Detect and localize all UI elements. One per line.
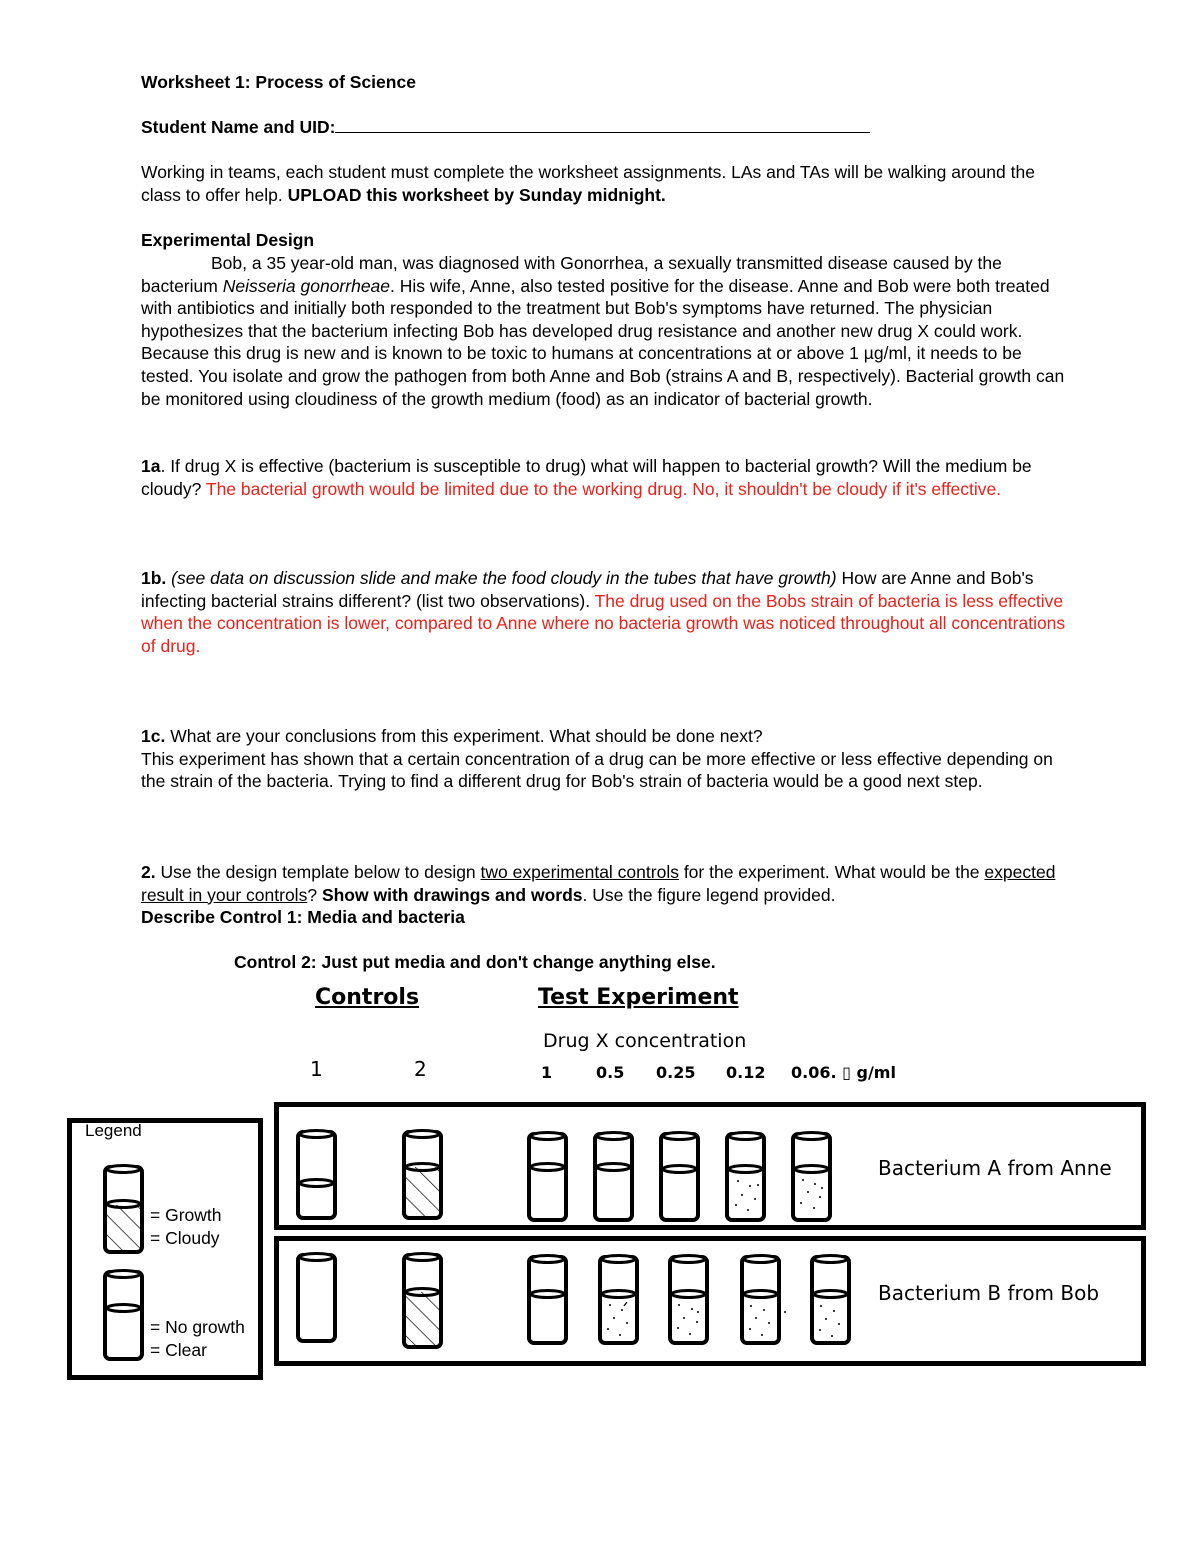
row-a-label: Bacterium A from Anne xyxy=(878,1156,1112,1180)
q2-text-1: Use the design template below to design xyxy=(155,862,481,882)
legend-clear-text: = Clear xyxy=(150,1339,207,1360)
q2-text-2: for the experiment. What would be the xyxy=(678,862,985,882)
q1c-question: What are your conclusions from this experiment. What should be done next? xyxy=(165,726,763,746)
control-1-description: Describe Control 1: Media and bacteria xyxy=(141,907,465,928)
q1a-answer: The bacterial growth would be limited due to the working drug. No, it shouldn't be cloudy if it's effective. xyxy=(205,478,1002,499)
legend-growth-text: = Growth xyxy=(150,1205,222,1225)
q2-bold: Show with drawings and words xyxy=(321,884,583,905)
q1b-question: How are Anne and Bob's infecting bacterial strains different? (list two observations). xyxy=(141,568,1034,611)
design-text-1: Bob, a 35 year-old man, was diagnosed with Gonorrhea, a sexually transmitted disease caused by the bacterium xyxy=(141,253,1002,296)
q2-text-4: . Use the figure legend provided. xyxy=(582,884,836,905)
q2-underline-1: two experimental controls xyxy=(480,862,679,882)
legend-nogrowth-text: = No growth xyxy=(150,1317,245,1337)
student-name-row xyxy=(141,116,1071,139)
control-number-2: 2 xyxy=(414,1057,427,1081)
q2-underline-2: expected result in your controls xyxy=(141,862,1056,905)
concentration-label: 0.25 xyxy=(656,1063,696,1082)
q1c-number: 1c. xyxy=(141,726,166,746)
question-1a xyxy=(141,455,1071,500)
q2-number: 2. xyxy=(141,862,156,882)
student-name-label: Student Name and UID: xyxy=(141,117,336,137)
legend-nogrowth-label xyxy=(150,1316,245,1361)
control-2-description: Control 2: Just put media and don't change anything else. xyxy=(234,952,716,972)
design-heading: Experimental Design xyxy=(141,230,315,250)
q1b-instruction: (see data on discussion slide and make the food cloudy in the tubes that have growth) xyxy=(171,568,837,588)
species-name: Neisseria gonorrheae xyxy=(222,275,391,296)
question-2 xyxy=(141,861,1071,929)
q1c-answer: This experiment has shown that a certain concentration of a drug can be more effective or less effective depending on the strain of the bacteria. Trying to find a different drug for Bob's strain of bacteria would be a good next step. xyxy=(141,748,1053,792)
legend-title: Legend xyxy=(85,1121,142,1140)
q1b-answer: The drug used on the Bobs strain of bacteria is less effective when the concentration is lower, compared to Anne where no bacteria growth was noticed throughout all concentrations of drug. xyxy=(141,590,1066,656)
q2-text-3: ? xyxy=(307,884,322,905)
concentration-label: 0.06. ▯ g/ml xyxy=(791,1063,896,1082)
intro-paragraph xyxy=(141,161,1071,206)
design-paragraph xyxy=(141,252,1071,410)
question-1c xyxy=(141,725,1071,793)
design-text-2: . His wife, Anne, also tested positive for the disease. Anne and Bob were both treated with antibiotics and initially both responded to the treatment but Bob's symptoms have returned. The physician hypothesizes that the bacterium infecting Bob has developed drug resistance and another new drug X could work. Because this drug is new and is known to be toxic to humans at concentrations at or above 1 µg/ml, it needs to be tested. You isolate and grow the pathogen from both Anne and Bob (strains A and B, respectively). Bacterial growth can be monitored using cloudiness of the growth medium (food) as an indicator of bacterial growth. xyxy=(141,275,1065,409)
intro-deadline: UPLOAD this worksheet by Sunday midnight. xyxy=(287,184,666,205)
q1b-number: 1b. xyxy=(141,568,167,588)
legend-cloudy-text: = Cloudy xyxy=(150,1227,220,1248)
question-1b xyxy=(141,567,1071,657)
concentration-label: 1 xyxy=(541,1063,553,1082)
test-experiment-header: Test Experiment xyxy=(538,985,739,1010)
page-title: Worksheet 1: Process of Science xyxy=(141,72,416,92)
row-b-label: Bacterium B from Bob xyxy=(878,1281,1100,1305)
concentration-label: 0.5 xyxy=(596,1063,625,1082)
q1a-question: . If drug X is effective (bacterium is susceptible to drug) what will happen to bacterial growth? Will the medium be cloudy? xyxy=(141,456,1032,499)
controls-header: Controls xyxy=(315,985,420,1010)
student-name-input[interactable] xyxy=(335,118,870,133)
drug-concentration-label: Drug X concentration xyxy=(543,1030,747,1052)
q1a-number: 1a xyxy=(141,456,161,476)
concentration-label: 0.12 xyxy=(726,1063,766,1082)
intro-text: Working in teams, each student must complete the worksheet assignments. LAs and TAs will be walking around the class to offer help. xyxy=(141,162,1035,205)
control-number-1: 1 xyxy=(310,1057,323,1081)
legend-growth-label xyxy=(150,1204,222,1249)
